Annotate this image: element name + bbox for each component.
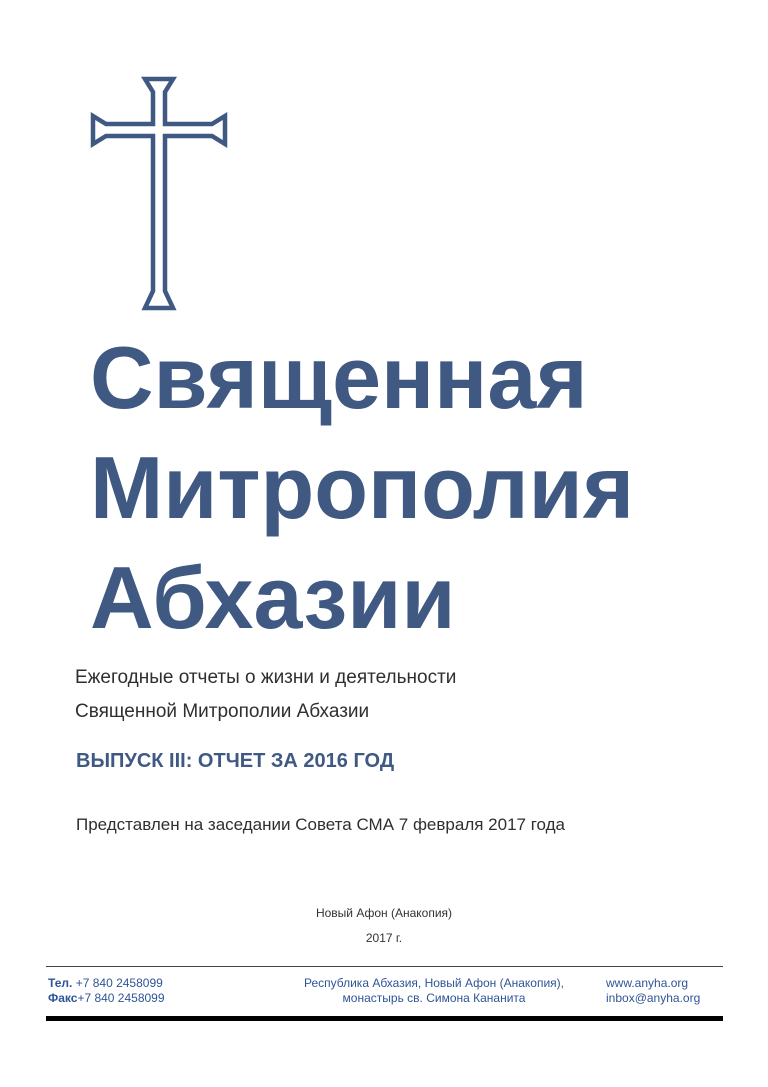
document-title (90, 323, 634, 653)
place-city: Новый Афон (Анакопия) (315, 906, 453, 920)
footer-divider-bottom (46, 1016, 723, 1021)
fax-number: +7 840 2458099 (77, 991, 165, 1005)
title-line-3: Абхазии (90, 548, 456, 647)
cross-icon (88, 76, 230, 312)
subtitle (75, 661, 456, 729)
address-line-2: монастырь св. Симона Кананита (342, 991, 526, 1005)
footer-divider-top (46, 966, 723, 967)
subtitle-line-1: Ежегодные отчеты о жизни и деятельности (75, 667, 457, 688)
presented-note: Представлен на заседании Совета СМА 7 февраля 2017 года (76, 815, 565, 834)
email-link[interactable]: inbox@anyha.org (606, 991, 701, 1005)
footer-contacts (48, 976, 165, 1006)
footer-phone-row (48, 976, 165, 991)
footer-address (292, 976, 576, 1006)
footer-fax-row (48, 991, 165, 1006)
title-line-1: Священная (90, 328, 588, 427)
phone-number: +7 840 2458099 (72, 976, 163, 990)
address-line-1: Республика Абхазия, Новый Афон (Анакопия), (303, 976, 564, 990)
phone-label: Тел. (48, 976, 73, 990)
fax-label: Факс (48, 991, 78, 1005)
subtitle-line-2: Священной Митрополии Абхазии (75, 701, 370, 722)
issue-heading: ВЫПУСК III: ОТЧЕТ ЗА 2016 ГОД (76, 750, 395, 772)
place-year: 2017 г. (365, 931, 403, 945)
title-line-2: Митрополия (90, 438, 635, 537)
footer (48, 976, 723, 1010)
footer-web (606, 976, 700, 1006)
place-and-year (0, 901, 768, 951)
website-link[interactable]: www.anyha.org (606, 976, 689, 990)
